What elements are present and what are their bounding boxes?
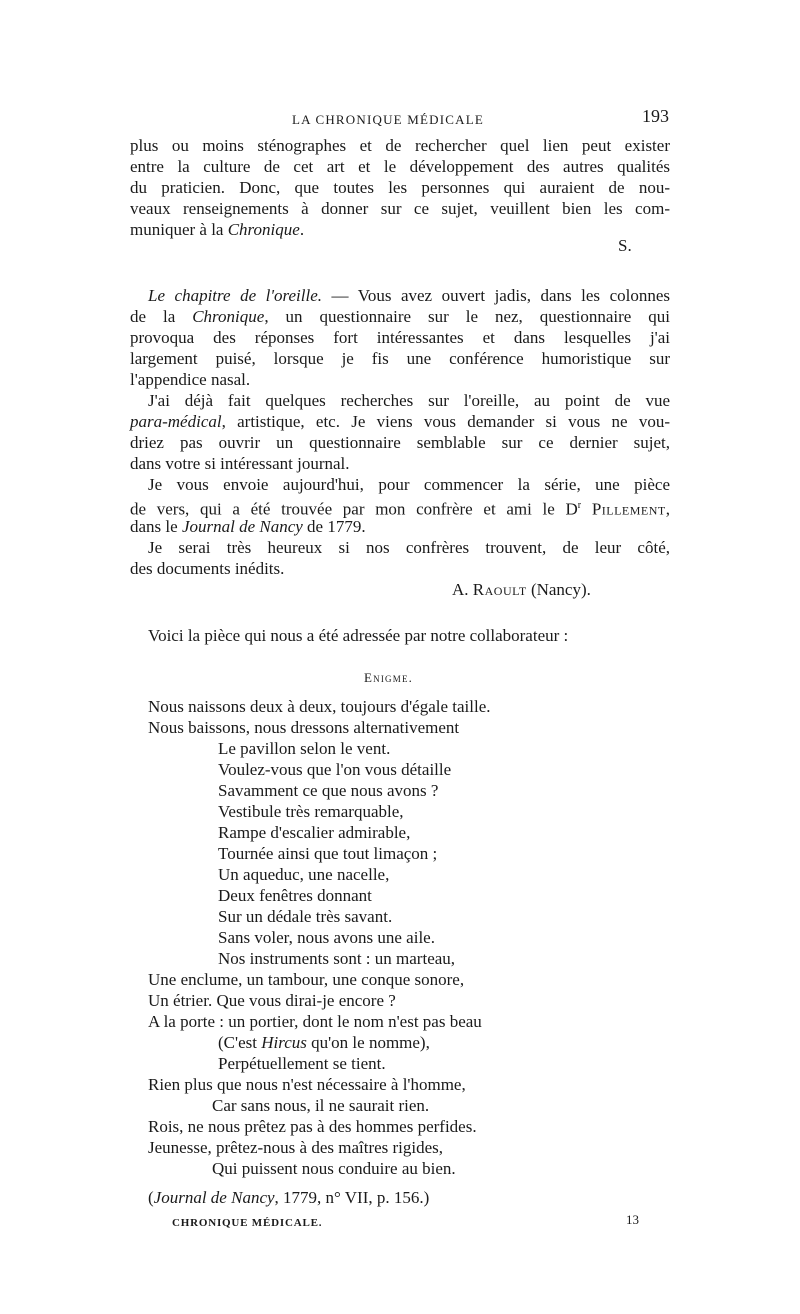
text: de 1779. — [302, 517, 366, 536]
para1-last-line — [130, 220, 304, 240]
text: , artistique, etc. Je viens vous demander si vous ne vou- — [221, 412, 670, 431]
letter-line-13: Je serai très heureux si nos confrères trouvent, de leur côté, — [148, 538, 670, 557]
text: , 1779, n° VII, p. 156.) — [274, 1188, 430, 1207]
poem-line: Savamment ce que nous avons ? — [218, 781, 439, 800]
poem-line: Sur un dédale très savant. — [218, 907, 393, 926]
text: A. — [452, 580, 473, 599]
poem-title: Enigme. — [364, 670, 414, 685]
poem-line: Tournée ainsi que tout limaçon ; — [218, 844, 438, 863]
poem-line-hircus — [218, 1033, 430, 1053]
letter-line-6: J'ai déjà fait quelques recherches sur l'oreille, au point de vue — [148, 391, 670, 410]
letter-heading: Le chapitre de l'oreille. — [148, 286, 322, 305]
text: de la — [130, 307, 193, 326]
letter-line-3: provoqua des réponses fort intéressantes et dans lesquelles j'ai — [130, 328, 670, 347]
poem-line: Nous naissons deux à deux, toujours d'égale taille. — [148, 697, 491, 716]
para1-line: entre la culture de cet art et le développement des autres qualités — [130, 157, 670, 176]
poem-line: Deux fenêtres donnant — [218, 886, 372, 905]
poem-line: Nos instruments sont : un marteau, — [218, 949, 456, 968]
text: Chronique — [192, 307, 265, 326]
text: (C'est — [218, 1033, 262, 1052]
poem-line: A la porte : un portier, dont le nom n'est pas beau — [148, 1012, 482, 1031]
text: de vers, qui a été trouvée par mon confrère et ami le D — [130, 499, 578, 519]
running-title: LA CHRONIQUE MÉDICALE — [292, 112, 485, 127]
letter-line-2 — [130, 307, 670, 327]
letter-line-1 — [148, 286, 670, 306]
para1-line: plus ou moins sténographes et de rechercher quel lien peut exister — [130, 136, 670, 155]
text: ( — [148, 1188, 154, 1207]
text: muniquer à la — [130, 220, 228, 239]
text: — Vous avez ouvert jadis, dans les colonnes — [322, 286, 670, 305]
text: Journal de Nancy — [181, 517, 303, 536]
text: , un questionnaire sur le nez, questionnaire qui — [264, 307, 670, 326]
text: qu'on le nomme), — [306, 1033, 430, 1052]
poem-line: Rien plus que nous n'est nécessaire à l'homme, — [148, 1075, 466, 1094]
text: , — [665, 499, 670, 519]
poem-line: Nous baissons, nous dressons alternativement — [148, 718, 460, 737]
para1-line: veaux renseignements à donner sur ce sujet, veuillent bien les com- — [130, 199, 670, 218]
letter-line-8: driez pas ouvrir un questionnaire semblable sur ce dernier sujet, — [130, 433, 670, 452]
para1-line: du praticien. Donc, que toutes les personnes qui auraient de nou- — [130, 178, 670, 197]
text: Journal de Nancy — [153, 1188, 275, 1207]
poem-line: Une enclume, un tambour, une conque sonore, — [148, 970, 465, 989]
footer-number: 13 — [626, 1212, 639, 1227]
poem-line: Rampe d'escalier admirable, — [218, 823, 411, 842]
letter-line-14: des documents inédits. — [130, 559, 285, 578]
poem-source — [148, 1188, 429, 1208]
letter-line-7 — [130, 412, 670, 432]
text: Hircus — [261, 1033, 307, 1052]
intro-line: Voici la pièce qui nous a été adressée par notre collaborateur : — [148, 626, 569, 645]
letter-line-10: Je vous envoie aujourd'hui, pour commencer la série, une pièce — [148, 475, 670, 494]
poem-line: Rois, ne nous prêtez pas à des hommes perfides. — [148, 1117, 477, 1136]
letter-line-4: largement puisé, lorsque je fis une conférence humoristique sur — [130, 349, 670, 368]
letter-line-9: dans votre si intéressant journal. — [130, 454, 350, 473]
poem-line: Sans voler, nous avons une aile. — [218, 928, 435, 947]
letter-line-12 — [130, 517, 366, 537]
text: Raoult — [472, 580, 527, 599]
chronique-italic: Chronique — [227, 220, 300, 239]
poem-line: Car sans nous, il ne saurait rien. — [212, 1096, 430, 1115]
text: (Nancy). — [526, 580, 591, 599]
text: . — [299, 220, 305, 239]
footer-signature: CHRONIQUE MÉDICALE. — [172, 1217, 323, 1229]
poem-line: Un étrier. Que vous dirai-je encore ? — [148, 991, 396, 1010]
text: Pillement — [591, 499, 666, 519]
poem-line: Vestibule très remarquable, — [218, 802, 404, 821]
text: r — [577, 500, 582, 511]
poem-line: Jeunesse, prêtez-nous à des maîtres rigides, — [148, 1138, 444, 1157]
poem-line: Perpétuellement se tient. — [218, 1054, 386, 1073]
poem-line: Voulez-vous que l'on vous détaille — [218, 760, 452, 779]
letter-line-5: l'appendice nasal. — [130, 370, 251, 389]
poem-line: Le pavillon selon le vent. — [218, 739, 391, 758]
letter-signature — [452, 580, 591, 600]
signature-s: S. — [618, 236, 632, 255]
poem-line: Qui puissent nous conduire au bien. — [212, 1159, 456, 1178]
text: dans le — [130, 517, 182, 536]
text: para-médical — [130, 412, 222, 431]
poem-line: Un aqueduc, une nacelle, — [218, 865, 390, 884]
page-number: 193 — [642, 106, 669, 126]
